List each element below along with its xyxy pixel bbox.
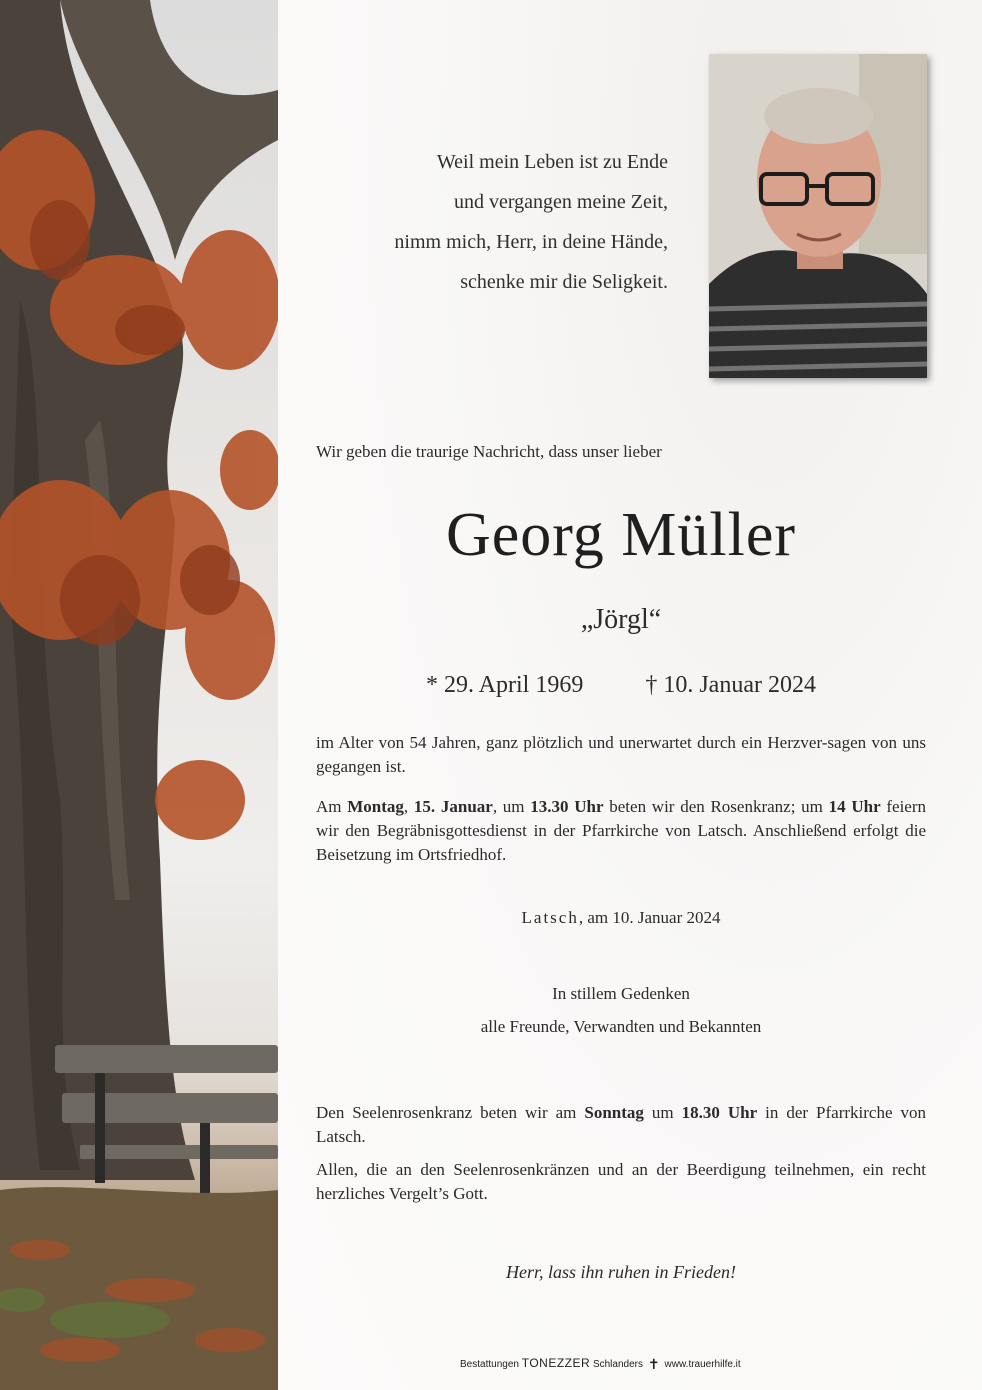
poem <box>300 142 668 302</box>
text-bold: 14 Uhr <box>828 797 881 816</box>
portrait-illustration <box>709 54 927 378</box>
thanks-paragraph: Allen, die an den Seelenrosenkränzen und an der Beerdigung teilnehmen, ein recht herzliches Vergelt’s Gott. <box>316 1160 926 1203</box>
text-segment: beten wir den Rosenkranz; um <box>603 797 829 816</box>
footer-brand: TONEZZER <box>521 1356 591 1370</box>
intro-text: Wir geben die traurige Nachricht, dass unser lieber <box>316 442 662 461</box>
closing-prayer: Herr, lass ihn ruhen in Frieden! <box>506 1262 736 1282</box>
age-paragraph: im Alter von 54 Jahren, ganz plötzlich und unerwartet durch ein Herzver-sagen von uns gegangen ist. <box>316 733 926 776</box>
poem-line: nimm mich, Herr, in deine Hände, <box>394 231 668 253</box>
deceased-name: Georg Müller <box>445 501 797 569</box>
text-bold: Montag <box>347 797 404 816</box>
portrait-photo <box>709 54 927 378</box>
text-bold: 18.30 Uhr <box>681 1103 758 1122</box>
poem-line: Weil mein Leben ist zu Ende <box>436 151 668 173</box>
text-bold: 15. Januar <box>413 797 493 816</box>
life-dates <box>316 672 926 699</box>
tree-bench-image <box>0 0 278 1390</box>
cross-logo-icon: ✝ <box>647 1356 660 1372</box>
footer <box>460 1356 741 1373</box>
text-bold: 13.30 Uhr <box>530 797 604 816</box>
text-segment: feiern wir den Begräbnisgottesdienst in der Pfarrkirche von Latsch. Anschließend erfolgt die Beisetzung im Ortsfriedhof. <box>316 797 927 864</box>
text-segment: in der Pfarrkirche von Latsch. <box>316 1103 926 1146</box>
text-segment: um <box>643 1103 682 1122</box>
footer-url[interactable]: www.trauerhilfe.it <box>664 1359 741 1370</box>
date: , am 10. Januar 2024 <box>578 908 721 927</box>
place: Latsch <box>521 908 579 927</box>
funeral-details-paragraph <box>316 795 926 867</box>
poem-line: und vergangen meine Zeit, <box>453 191 668 213</box>
text-bold: Sonntag <box>584 1103 644 1122</box>
birth-date: * 29. April 1969 <box>426 672 584 698</box>
footer-prefix: Bestattungen <box>460 1359 519 1370</box>
place-date <box>316 908 926 928</box>
tree-illustration <box>0 0 278 1390</box>
text-segment: , um <box>492 797 531 816</box>
text-segment: Am <box>316 797 348 816</box>
nickname: „Jörgl“ <box>580 604 662 635</box>
in-memory-line: In stillem Gedenken <box>552 984 690 1003</box>
footer-town: Schlanders <box>592 1359 643 1370</box>
text-segment: , <box>403 797 414 816</box>
poem-line: schenke mir die Seligkeit. <box>460 271 668 293</box>
death-date: † 10. Januar 2024 <box>645 672 816 698</box>
mourners-line: alle Freunde, Verwandten und Bekannten <box>480 1017 762 1036</box>
rosary-paragraph <box>316 1101 926 1149</box>
text-segment: Den Seelenrosenkranz beten wir am <box>316 1103 585 1122</box>
